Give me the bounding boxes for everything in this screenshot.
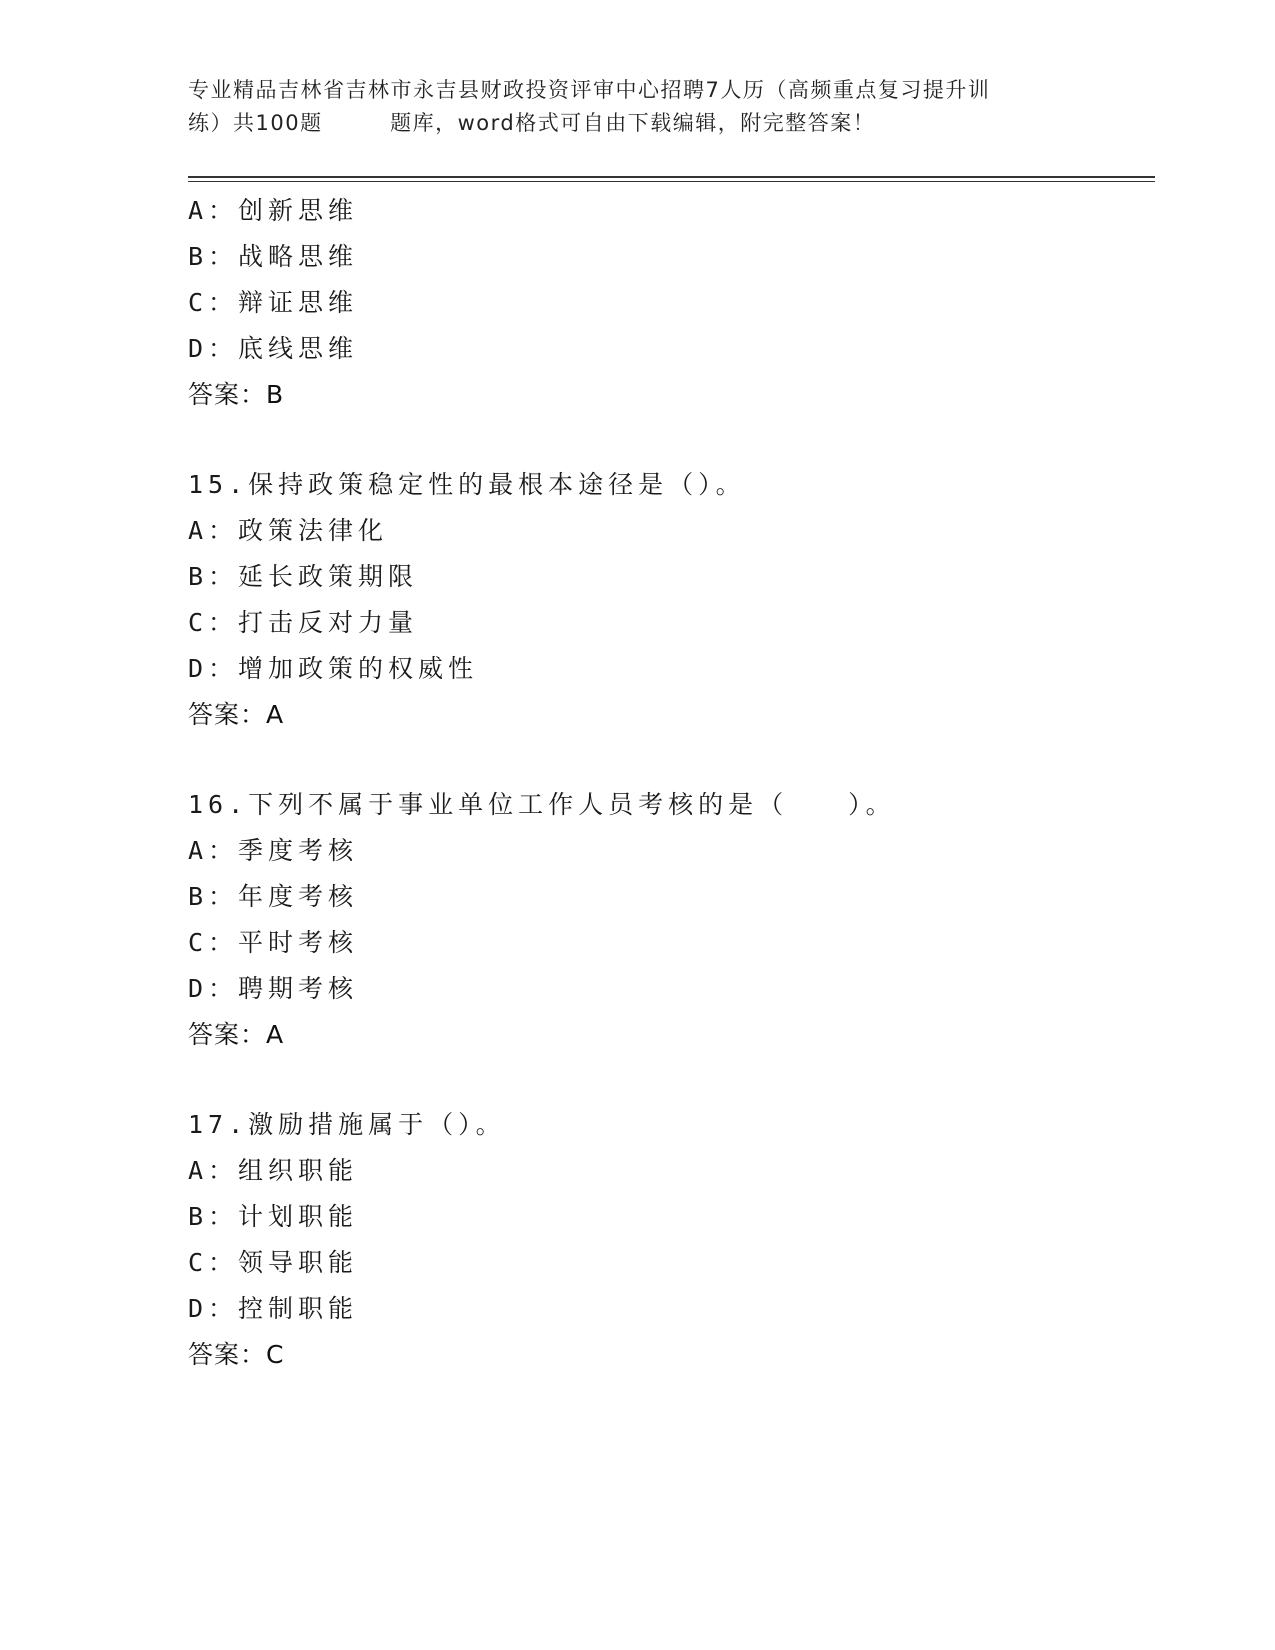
- question-text: 17.激励措施属于（）。: [188, 1110, 506, 1139]
- question-block: [188, 782, 1148, 1058]
- answer-line: 答案：A: [188, 1020, 285, 1049]
- option-c: C：辩证思维: [188, 288, 359, 317]
- spacer: [188, 418, 1148, 462]
- header-divider: [188, 176, 1155, 182]
- header-title-line-1: 专业精品吉林省吉林市永吉县财政投资评审中心招聘7人历（高频重点复习提升训: [188, 78, 991, 102]
- option-c: C：打击反对力量: [188, 608, 419, 637]
- question-list: [188, 188, 1148, 1378]
- option-a: A：季度考核: [188, 836, 359, 865]
- question-text: 15.保持政策稳定性的最根本途径是（）。: [188, 470, 746, 499]
- spacer: [188, 738, 1148, 782]
- option-c: C：平时考核: [188, 928, 359, 957]
- option-d: D：聘期考核: [188, 974, 359, 1003]
- page-header: [188, 74, 1088, 140]
- option-a: A：创新思维: [188, 196, 359, 225]
- option-b: B：年度考核: [188, 882, 359, 911]
- answer-line: 答案：C: [188, 1340, 285, 1369]
- question-block: [188, 188, 1148, 418]
- question-text: 16.下列不属于事业单位工作人员考核的是（ ）。: [188, 790, 896, 819]
- option-d: D：增加政策的权威性: [188, 654, 479, 683]
- option-d: D：控制职能: [188, 1294, 359, 1323]
- option-b: B：战略思维: [188, 242, 359, 271]
- option-b: B：计划职能: [188, 1202, 359, 1231]
- option-b: B：延长政策期限: [188, 562, 419, 591]
- answer-line: 答案：B: [188, 380, 285, 409]
- option-a: A：组织职能: [188, 1156, 359, 1185]
- option-d: D：底线思维: [188, 334, 359, 363]
- spacer: [188, 1058, 1148, 1102]
- question-block: [188, 462, 1148, 738]
- option-a: A：政策法律化: [188, 516, 389, 545]
- question-block: [188, 1102, 1148, 1378]
- option-c: C：领导职能: [188, 1248, 359, 1277]
- answer-line: 答案：A: [188, 700, 285, 729]
- header-title-line-2: 练）共100题 题库，word格式可自由下载编辑，附完整答案！: [188, 111, 876, 135]
